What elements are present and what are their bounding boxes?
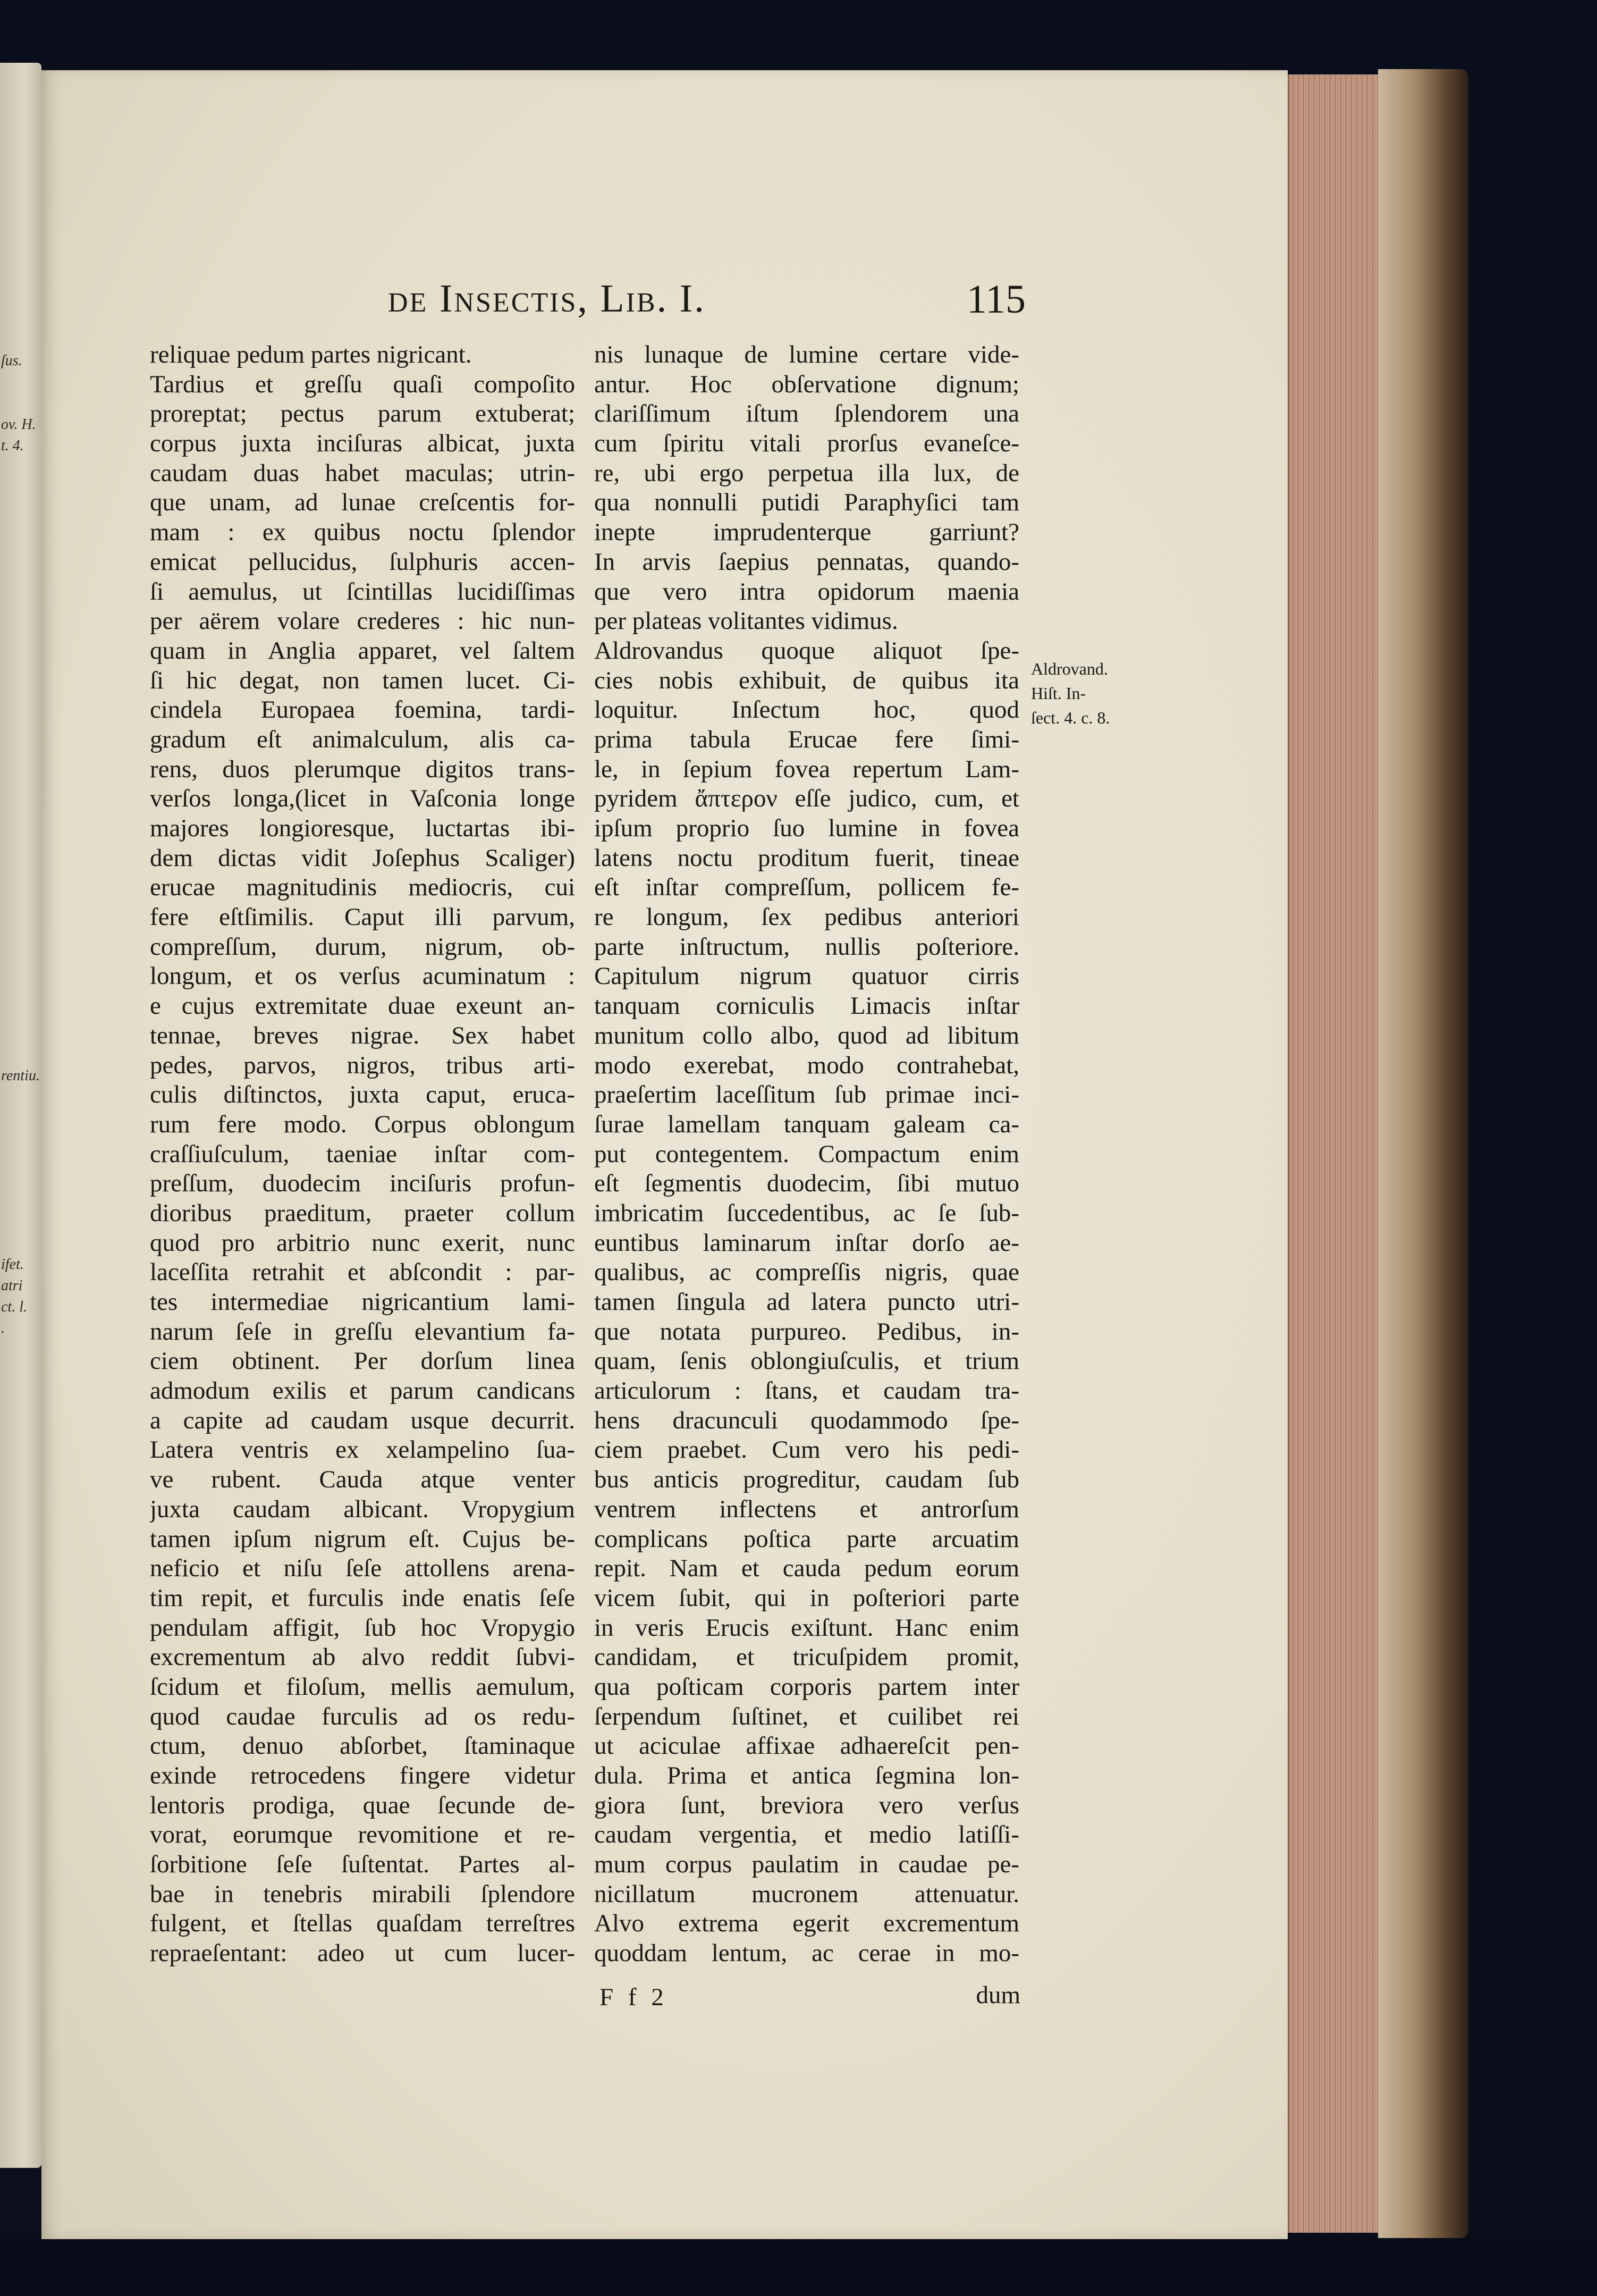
text-line: ciem obtinent. Per dorſum linea	[150, 1347, 575, 1375]
text-line: que notata purpureo. Pedibus, in-	[594, 1317, 1019, 1345]
left-margin-fragment: atri	[1, 1277, 23, 1294]
text-line: ſerpendum ſuſtinet, et cuilibet rei	[594, 1702, 1019, 1730]
text-line: tamen ſingula ad latera puncto utri-	[594, 1288, 1019, 1316]
signature-mark: F f 2	[599, 1983, 668, 2011]
text-line: complicans poſtica parte arcuatim	[594, 1525, 1019, 1553]
text-line: proreptat; pectus parum extuberat;	[150, 400, 575, 428]
text-line: vicem ſubit, qui in poſteriori parte	[594, 1584, 1019, 1612]
marginal-note-line: Hiſt. In-	[1031, 684, 1086, 703]
catchword: dum	[976, 1981, 1020, 2009]
text-line: cum ſpiritu vitali prorſus evaneſce-	[594, 430, 1019, 458]
text-line: a capite ad caudam usque decurrit.	[150, 1406, 575, 1434]
text-line: craſſiuſculum, taeniae inſtar com-	[150, 1140, 575, 1168]
text-line: reliquae pedum partes nigricant.	[150, 341, 472, 368]
text-line: e cujus extremitate duae exeunt an-	[150, 992, 575, 1020]
text-line: rum fere modo. Corpus oblongum	[150, 1110, 575, 1138]
text-line: loquitur. Inſectum hoc, quod	[594, 696, 1019, 724]
text-line: dula. Prima et antica ſegmina lon-	[594, 1762, 1019, 1789]
text-line: mum corpus paulatim in caudae pe-	[594, 1851, 1019, 1879]
text-line: quam in Anglia apparet, vel ſaltem	[150, 636, 575, 665]
text-line: latens noctu proditum fuerit, tineae	[594, 844, 1019, 872]
text-line: neficio et niſu ſeſe attollens arena-	[150, 1554, 575, 1583]
text-line: In arvis ſaepius pennatas, quando-	[594, 548, 1019, 576]
marginal-note-line: Aldrovand.	[1031, 659, 1108, 678]
text-line: qua nonnulli putidi Paraphyſici tam	[594, 489, 1019, 517]
text-line: pendulam affigit, ſub hoc Vropygio	[150, 1613, 575, 1642]
text-line: admodum exilis et parum candicans	[150, 1377, 575, 1405]
text-line: quam, ſenis oblongiuſculis, et trium	[594, 1347, 1019, 1375]
left-margin-fragment: ct. l.	[1, 1299, 27, 1315]
text-line: praeſertim laceſſitum ſub primae inci-	[594, 1081, 1019, 1109]
text-line: exinde retrocedens fingere videtur	[150, 1762, 575, 1789]
text-line: cindela Europaea foemina, tardi-	[150, 696, 575, 724]
text-line: ſorbitione ſeſe ſuſtentat. Partes al-	[150, 1851, 575, 1879]
text-line: fulgent, et ſtellas quaſdam terreſtres	[150, 1910, 575, 1938]
text-line: in veris Erucis exiſtunt. Hanc enim	[594, 1613, 1019, 1642]
text-line: caudam vergentia, et medio latiſſi-	[594, 1821, 1019, 1849]
book-cover-board	[1378, 69, 1468, 2238]
text-line: tennae, breves nigrae. Sex habet	[150, 1021, 575, 1049]
left-page-edge	[0, 63, 41, 2168]
text-line: per plateas volitantes vidimus.	[594, 607, 898, 635]
text-line: ctum, denuo abſorbet, ſtaminaque	[150, 1732, 575, 1760]
text-line: bae in tenebris mirabili ſplendore	[150, 1880, 575, 1908]
marginal-note-line: ſect. 4. c. 8.	[1031, 708, 1110, 727]
text-line: Aldrovandus quoque aliquot ſpe-	[594, 636, 1019, 665]
text-line: fere eſtſimilis. Caput illi parvum,	[150, 903, 575, 931]
text-line: vorat, eorumque revomitione et re-	[150, 1821, 575, 1849]
text-line: emicat pellucidus, ſulphuris accen-	[150, 548, 575, 576]
text-line: qualibus, ac compreſſis nigris, quae	[594, 1258, 1019, 1286]
left-margin-fragment: ſus.	[1, 352, 22, 369]
text-line: quod caudae furculis ad os redu-	[150, 1702, 575, 1730]
text-line: re longum, ſex pedibus anteriori	[594, 903, 1019, 931]
text-line: ciem praebet. Cum vero his pedi-	[594, 1436, 1019, 1464]
text-line: gradum eſt animalculum, alis ca-	[150, 725, 575, 753]
marginal-note	[1031, 657, 1159, 730]
text-line: ſi hic degat, non tamen lucet. Ci-	[150, 666, 575, 694]
text-line: verſos longa,(licet in Vaſconia longe	[150, 785, 575, 813]
text-line: que vero intra opidorum maenia	[594, 577, 1019, 605]
text-line: compreſſum, durum, nigrum, ob-	[150, 932, 575, 961]
text-line: clariſſimum iſtum ſplendorem una	[594, 400, 1019, 428]
text-line: euntibus laminarum inſtar dorſo ae-	[594, 1229, 1019, 1257]
text-line: imbricatim ſuccedentibus, ac ſe ſub-	[594, 1199, 1019, 1227]
text-line: re, ubi ergo perpetua illa lux, de	[594, 459, 1019, 487]
text-line: eſt inſtar compreſſum, pollicem fe-	[594, 873, 1019, 902]
text-line: ut aciculae affixae adhaereſcit pen-	[594, 1732, 1019, 1760]
text-line: narum ſeſe in greſſu elevantium fa-	[150, 1317, 575, 1345]
text-line: cies nobis exhibuit, de quibus ita	[594, 666, 1019, 694]
text-line: le, in ſepium fovea repertum Lam-	[594, 755, 1019, 783]
text-line: candidam, et tricuſpidem promit,	[594, 1643, 1019, 1671]
text-line: prima tabula Erucae fere ſimi-	[594, 725, 1019, 753]
text-line: excrementum ab alvo reddit ſubvi-	[150, 1643, 575, 1671]
text-line: Alvo extrema egerit excrementum	[594, 1910, 1019, 1938]
text-line: tes intermediae nigricantium lami-	[150, 1288, 575, 1316]
text-line: parte inſtructum, nullis poſteriore.	[594, 932, 1019, 961]
background-top	[0, 0, 1597, 74]
text-line: eſt ſegmentis duodecim, ſibi mutuo	[594, 1170, 1019, 1198]
text-line: ventrem inflectens et antrorſum	[594, 1495, 1019, 1523]
text-line: longum, et os verſus acuminatum :	[150, 962, 575, 990]
text-line: caudam duas habet maculas; utrin-	[150, 459, 575, 487]
page-number: 115	[966, 277, 1026, 322]
left-margin-fragment: ov. H.	[1, 416, 36, 433]
text-line: culis diſtinctos, juxta caput, eruca-	[150, 1081, 575, 1109]
text-line: bus anticis progreditur, caudam ſub	[594, 1466, 1019, 1494]
text-line: quoddam lentum, ac cerae in mo-	[594, 1939, 1019, 1967]
text-line: modo exerebat, modo contrahebat,	[594, 1051, 1019, 1079]
text-line: Capitulum nigrum quatuor cirris	[594, 962, 1019, 990]
text-line: lentoris prodiga, quae ſecunde de-	[150, 1791, 575, 1819]
text-line: majores longioresque, luctartas ibi-	[150, 814, 575, 842]
text-line: qua poſticam corporis partem inter	[594, 1672, 1019, 1701]
text-line: tanquam corniculis Limacis inſtar	[594, 992, 1019, 1020]
background-bottom	[0, 2233, 1597, 2296]
text-line: que unam, ad lunae creſcentis for-	[150, 489, 575, 517]
text-line: ſi aemulus, ut ſcintillas lucidiſſimas	[150, 577, 575, 605]
text-line: Latera ventris ex xelampelino ſua-	[150, 1436, 575, 1464]
text-line: tim repit, et furculis inde enatis ſeſe	[150, 1584, 575, 1612]
running-head: de Insectis, Lib. I.	[388, 277, 706, 321]
text-column-right	[594, 340, 1019, 2041]
text-line: Tardius et greſſu quaſi compoſito	[150, 370, 575, 398]
left-margin-fragment: t. 4.	[1, 438, 24, 454]
text-column-left	[150, 340, 575, 2041]
text-line: dioribus praeditum, praeter collum	[150, 1199, 575, 1227]
text-line: repit. Nam et cauda pedum eorum	[594, 1554, 1019, 1583]
text-line: pyridem ἄπτερον eſſe judico, cum, et	[594, 785, 1019, 813]
text-line: tamen ipſum nigrum eſt. Cujus be-	[150, 1525, 575, 1553]
text-line: ipſum proprio ſuo lumine in fovea	[594, 814, 1019, 842]
text-line: corpus juxta inciſuras albicat, juxta	[150, 430, 575, 458]
left-margin-fragment: .	[1, 1320, 5, 1336]
text-line: repraeſentant: adeo ut cum lucer-	[150, 1939, 575, 1967]
text-line: munitum collo albo, quod ad libitum	[594, 1021, 1019, 1049]
text-line: mam : ex quibus noctu ſplendor	[150, 518, 575, 546]
text-line: put contegentem. Compactum enim	[594, 1140, 1019, 1168]
text-line: ve rubent. Cauda atque venter	[150, 1466, 575, 1494]
text-line: dem dictas vidit Joſephus Scaliger)	[150, 844, 575, 872]
text-line: ſcidum et filoſum, mellis aemulum,	[150, 1672, 575, 1701]
text-line: nicillatum mucronem attenuatur.	[594, 1880, 1019, 1908]
text-line: ſurae lamellam tanquam galeam ca-	[594, 1110, 1019, 1138]
text-line: antur. Hoc obſervatione dignum;	[594, 370, 1019, 398]
left-margin-fragment: ifet.	[1, 1256, 24, 1273]
text-line: pedes, parvos, nigros, tribus arti-	[150, 1051, 575, 1079]
text-line: articulorum : ſtans, et caudam tra-	[594, 1377, 1019, 1405]
text-line: per aërem volare crederes : hic nun-	[150, 607, 575, 635]
text-line: quod pro arbitrio nunc exerit, nunc	[150, 1229, 575, 1257]
left-margin-fragment: rentiu.	[1, 1067, 40, 1084]
text-line: rens, duos plerumque digitos trans-	[150, 755, 575, 783]
text-line: nis lunaque de lumine certare vide-	[594, 341, 1019, 368]
page-fore-edge	[1288, 74, 1380, 2233]
text-line: juxta caudam albicant. Vropygium	[150, 1495, 575, 1523]
text-line: preſſum, duodecim inciſuris profun-	[150, 1170, 575, 1198]
text-line: giora ſunt, breviora vero verſus	[594, 1791, 1019, 1819]
text-line: erucae magnitudinis mediocris, cui	[150, 873, 575, 902]
text-line: hens dracunculi quodammodo ſpe-	[594, 1406, 1019, 1434]
text-line: laceſſita retrahit et abſcondit : par-	[150, 1258, 575, 1286]
background-right	[1467, 0, 1597, 2296]
text-line: inepte imprudenterque garriunt?	[594, 518, 1019, 546]
